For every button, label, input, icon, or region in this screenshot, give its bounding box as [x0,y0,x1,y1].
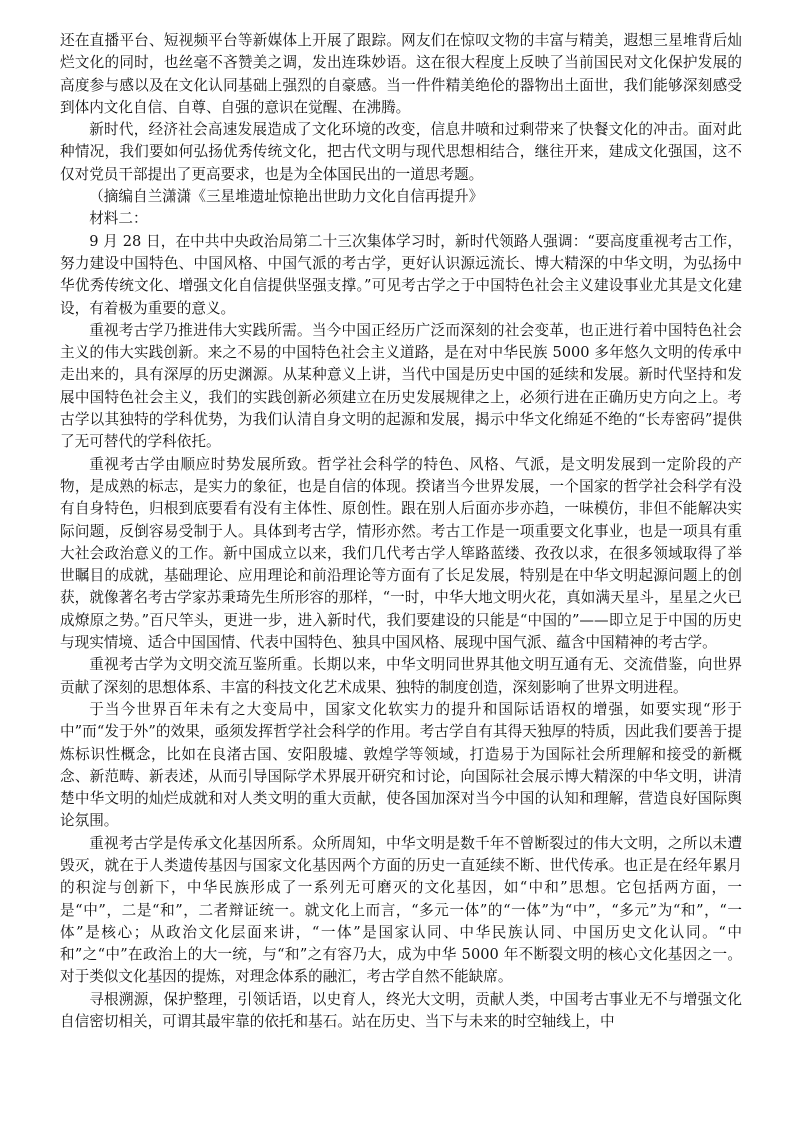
paragraph: 于当今世界百年未有之大变局中，国家文化软实力的提升和国际话语权的增强，如要实现“形于中”而“发于外”的效果，亟须发挥哲学社会科学的作用。考古学自有其得天独厚的特质，因此我们要善于提炼标识性概念，比如在良渚古国、安阳殷墟、敦煌学等领域，打造易于为国际社会所理解和接受的新概念、新范畴、新表述，从而引导国际学术界展开研究和讨论，向国际社会展示博大精深的中华文明，讲清楚中华文明的灿烂成就和对人类文明的重大贡献，使各国加深对当今中国的认知和理解，营造良好国际舆论氛围。 [60,700,742,830]
paragraph: 重视考古学乃推进伟大实践所需。当今中国正经历广泛而深刻的社会变革，也正进行着中国特色社会主义的伟大实践创新。来之不易的中国特色社会主义道路，是在对中华民族 5000 多年悠久文明的传承中走出来的，具有深厚的历史渊源。从某种意义上讲，当代中国是历史中国的延续和发展。新时代坚持和发展中国特色社会主义，我们的实践创新必须建立在历史发展规律之上，必须行进在正确历史方向之上。考古学以其独特的学科优势，为我们认清自身文明的起源和发展，揭示中华文化绵延不绝的“长寿密码”提供了无可替代的学科依托。 [60,321,742,451]
paragraph: 还在直播平台、短视频平台等新媒体上开展了跟踪。网友们在惊叹文物的丰富与精美，遐想三星堆背后灿烂文化的同时，也丝毫不吝赞美之调，发出连珠妙语。这在很大程度上反映了当前国民对文化保护发展的高度参与感以及在文化认同基础上强烈的自豪感。当一件件精美绝伦的器物出土面世，我们能够深刻感受到体内文化自信、自尊、自强的意识在觉醒、在沸腾。 [60,32,742,116]
paragraph: 9 月 28 日，在中共中央政治局第二十三次集体学习时，新时代领路人强调：“要高度重视考古工作，努力建设中国特色、中国风格、中国气派的考古学，更好认识源远流长、博大精深的中华文明，为弘扬中华优秀传统文化、增强文化自信提供坚强支撑。”可见考古学之于中国特色社会主义建设事业尤其是文化建设，有着极为重要的意义。 [60,232,742,317]
paragraph: 重视考古学由顺应时势发展所致。哲学社会科学的特色、风格、气派，是文明发展到一定阶段的产物，是成熟的标志，是实力的象征，也是自信的体现。揆诸当今世界发展，一个国家的哲学社会科学有没有自身特色，归根到底要看有没有主体性、原创性。跟在别人后面亦步亦趋，一味模仿，非但不能解决实际问题，反倒容易受制于人。具体到考古学，情形亦然。考古工作是一项重要文化事业，也是一项具有重大社会政治意义的工作。新中国成立以来，我们几代考古学人筚路蓝缕、孜孜以求，在很多领域取得了举世瞩目的成就，基础理论、应用理论和前沿理论等方面有了长足发展，特别是在中华文明起源问题上的创获，就像著名考古学家苏秉琦先生所形容的那样，“一时，中华大地文明火花，真如满天星斗，星星之火已成燎原之势。”百尺竿头，更进一步，进入新时代，我们要建设的只能是“中国的”——即立足于中国的历史与现实情境、适合中国国情、代表中国特色、独具中国风格、展现中国气派、蕴含中国精神的考古学。 [60,455,742,652]
paragraph: 寻根溯源，保护整理，引领话语，以史育人，终光大文明，贡献人类，中国考古事业无不与增强文化自信密切相关，可谓其最牢靠的依托和基石。站在历史、当下与未来的时空轴线上，中 [60,990,742,1031]
source-citation: （摘编自兰潇潇《三星堆遗址惊艳出世助力文化自信再提升》 [89,188,484,206]
paragraph: 新时代，经济社会高速发展造成了文化环境的改变，信息井喷和过剩带来了快餐文化的冲击。面对此种情况，我们要如何弘扬优秀传统文化，把古代文明与现代思想相结合，继往开来，建成文化强国，这不仅对党员干部提出了更高要求，也是为全体国民出的一道思考题。 [60,121,742,183]
material-heading: 材料二： [89,210,148,228]
paragraph: 重视考古学是传承文化基因所系。众所周知，中华文明是数千年不曾断裂过的伟大文明，之所以未遭毁灭，就在于人类遗传基因与国家文化基因两个方面的历史一直延续不断、世代传承。也正是在经年累月的积淀与创新下，中华民族形成了一系列无可磨灭的文化基因，如“中和”思想。它包括两方面，一是“中”，二是“和”，二者辩证统一。就文化上而言，“多元一体”的“一体”为“中”，“多元”为“和”，“一体”是核心；从政治文化层面来讲，“一体”是国家认同、中华民族认同、中国历史文化认同。“中和”之“中”在政治上的大一统，与“和”之有容乃大，成为中华 5000 年不断裂文明的核心文化基因之一。对于类似文化基因的提炼，对理念体系的融汇，考古学自然不能缺席。 [60,834,742,986]
paragraph: 重视考古学为文明交流互鉴所重。长期以来，中华文明同世界其他文明互通有无、交流借鉴，向世界贡献了深刻的思想体系、丰富的科技文化艺术成果、独特的制度创造，深刻影响了世界文明进程。 [60,656,742,696]
